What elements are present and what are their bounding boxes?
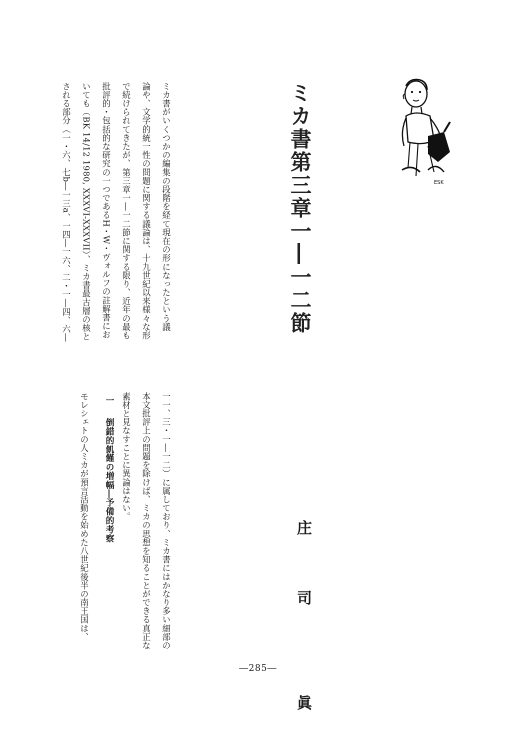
body-column: モレシェトの人ミカが預言活動を始めた八世紀後半の南王国は、 [79, 392, 90, 642]
page-number: ―285― [239, 664, 277, 674]
body-column: ミカ書がいくつかの編集の段階を経て現在の形になったという議 [161, 82, 172, 332]
body-column: 一一、三・一―一二）に属しており、ミカ書にはかなり多い細部の [161, 392, 172, 650]
body-column: いても（BK 14/12 1980, XXXVI-XXXVII）、ミカ書最古層の核と [81, 82, 92, 341]
body-column: 批評的・包括的な研究の一つであるH・W・ヴォルフの註解書にお [101, 82, 112, 339]
body-column: 本文批評上の問題を除けば、ミカの思想を知ることができる真正な [141, 392, 152, 650]
figure-illustration [394, 76, 464, 188]
body-column: で続けられてきたが、第三章一―一二節に関する限り、近年の最も [121, 82, 132, 340]
section-heading: 倒錯的飢饉の増幅―予備的考察 [104, 418, 114, 543]
body-column: 素材と見なすことに異論はない。 [121, 392, 132, 521]
section-number: 一 [104, 396, 114, 405]
author-name: 庄 司 眞 [295, 520, 313, 730]
article-title: ミカ書第三章一―一二節 [288, 82, 313, 335]
body-column: 論や、文学的統一性の問題に関する議論は、十九世紀以来様々な形 [141, 82, 152, 340]
illustration-caption: ESK [434, 180, 444, 186]
body-column: される部分（一・六、七b―一三a、一四―一六、二・一―四、六― [61, 82, 72, 342]
